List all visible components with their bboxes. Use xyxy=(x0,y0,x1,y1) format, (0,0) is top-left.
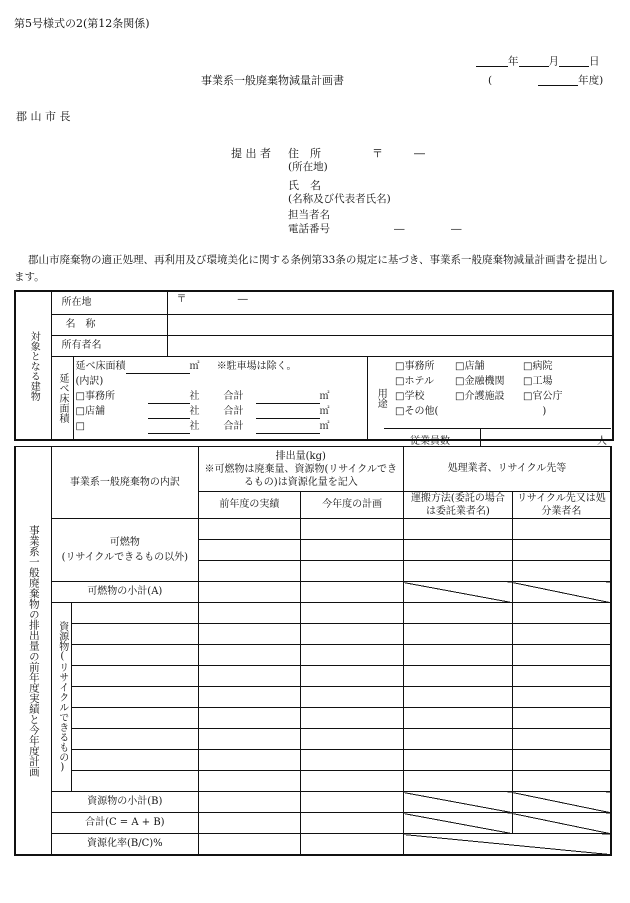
resource-this-cell[interactable] xyxy=(301,771,404,792)
resource-this-cell[interactable] xyxy=(301,708,404,729)
diagonal-cell xyxy=(403,813,512,834)
resource-item-cell[interactable] xyxy=(72,645,198,666)
resource-recycler-cell[interactable] xyxy=(512,624,611,645)
form-number: 第5号様式の2(第12条関係) xyxy=(14,17,150,30)
location-field[interactable] xyxy=(167,291,613,315)
combustible-subtotal-prev[interactable] xyxy=(198,582,301,603)
use-school[interactable]: □学校 xyxy=(395,391,425,402)
combustible-transport-cell[interactable] xyxy=(403,519,512,540)
resource-prev-cell[interactable] xyxy=(198,624,301,645)
waste-breakdown-header: 事業系一般廃棄物の内訳 xyxy=(52,447,198,519)
document-title: 事業系一般廃棄物減量計画書 xyxy=(201,74,344,87)
submitter-name-label: 氏 名 xyxy=(288,179,321,192)
diagonal-cell xyxy=(512,792,611,813)
combustible-title: 可燃物 xyxy=(109,537,140,548)
breakdown-count-input[interactable] xyxy=(148,393,190,404)
breakdown-unit: ㎡ xyxy=(319,391,330,402)
diagonal-cell xyxy=(403,792,512,813)
total-prev[interactable] xyxy=(198,813,301,834)
floor-area-label: 延べ床面積 xyxy=(75,361,126,372)
breakdown-sha: 社 xyxy=(189,421,200,432)
date-month-label: 月 xyxy=(548,55,559,68)
this-year-header: 今年度の計画 xyxy=(301,492,404,519)
resource-prev-cell[interactable] xyxy=(198,687,301,708)
location-postal-dash: ― xyxy=(237,294,248,305)
addressee: 郡 山 市 長 xyxy=(16,110,71,123)
resource-subtotal-prev[interactable] xyxy=(198,792,301,813)
resource-transport-cell[interactable] xyxy=(403,729,512,750)
date-day-label: 日 xyxy=(589,55,600,68)
resource-transport-cell[interactable] xyxy=(403,624,512,645)
use-hospital[interactable]: □病院 xyxy=(523,361,553,372)
submitter-postal-dash: ― xyxy=(414,147,425,160)
resource-item-cell[interactable] xyxy=(72,687,198,708)
resource-item-cell[interactable] xyxy=(72,666,198,687)
breakdown-total: 合計 xyxy=(223,421,244,432)
resource-transport-cell[interactable] xyxy=(403,708,512,729)
combustible-prev-cell[interactable] xyxy=(198,519,301,540)
fiscal-close: 年度) xyxy=(578,74,604,87)
resource-item-cell[interactable] xyxy=(72,603,198,624)
resource-this-cell[interactable] xyxy=(301,687,404,708)
building-section-label: 対象となる建物 xyxy=(15,291,51,440)
floor-area-vert-label: 延べ床面積 xyxy=(51,357,73,441)
resource-recycler-cell[interactable] xyxy=(512,729,611,750)
diagonal-cell xyxy=(512,813,611,834)
resource-item-cell[interactable] xyxy=(72,708,198,729)
use-other-close: ) xyxy=(542,406,547,417)
resource-this-cell[interactable] xyxy=(301,750,404,771)
diagonal-cell xyxy=(512,582,611,603)
resource-this-cell[interactable] xyxy=(301,645,404,666)
date-year-label: 年 xyxy=(508,55,519,68)
resource-subtotal-label: 資源物の小計(B) xyxy=(52,792,198,813)
employees-label: 従業員数 xyxy=(410,436,450,447)
combustible-this-cell[interactable] xyxy=(301,519,404,540)
location-postal-mark: 〒 xyxy=(176,294,187,305)
resource-recycler-cell[interactable] xyxy=(512,708,611,729)
resource-prev-cell[interactable] xyxy=(198,771,301,792)
use-care[interactable]: □介護施設 xyxy=(455,391,505,402)
breakdown-count-input[interactable] xyxy=(148,408,190,419)
submitter-address-sub: (所在地) xyxy=(288,161,328,173)
resource-transport-cell[interactable] xyxy=(403,687,512,708)
breakdown-count-input[interactable] xyxy=(148,423,190,434)
date-line xyxy=(476,56,600,67)
breakdown-unit: ㎡ xyxy=(319,421,330,432)
submitter-phone-dash-1: ― xyxy=(394,223,405,235)
resource-this-cell[interactable] xyxy=(301,666,404,687)
combustible-prev-cell[interactable] xyxy=(198,561,301,582)
emission-header-title: 排出量(kg) xyxy=(275,450,326,462)
submitter-label: 提 出 者 xyxy=(231,147,271,160)
resource-prev-cell[interactable] xyxy=(198,645,301,666)
use-label: 用途 xyxy=(367,357,393,441)
submitter-name-sub: (名称及び代表者氏名) xyxy=(288,193,391,205)
processor-header: 処理業者、リサイクル先等 xyxy=(403,447,611,492)
resource-prev-cell[interactable] xyxy=(198,603,301,624)
total-label: 合計(C = A + B) xyxy=(52,813,198,834)
fiscal-open: ( xyxy=(488,74,493,87)
building-name-field[interactable] xyxy=(167,315,613,336)
prev-year-header: 前年度の実績 xyxy=(198,492,301,519)
breakdown-area-input[interactable] xyxy=(256,423,320,434)
floor-area-block xyxy=(73,357,367,441)
combustible-this-cell[interactable] xyxy=(301,561,404,582)
submitter-phone-dash-2: ― xyxy=(451,223,462,235)
resource-prev-cell[interactable] xyxy=(198,666,301,687)
resource-item-cell[interactable] xyxy=(72,729,198,750)
total-this[interactable] xyxy=(301,813,404,834)
combustible-recycler-cell[interactable] xyxy=(512,540,611,561)
combustible-recycler-cell[interactable] xyxy=(512,561,611,582)
combustible-subtotal-this[interactable] xyxy=(301,582,404,603)
resource-prev-cell[interactable] xyxy=(198,729,301,750)
combustible-recycler-cell[interactable] xyxy=(512,519,611,540)
emission-header-note: ※可燃物は廃棄量、資源物(リサイクルできるもの)は資源化量を記入 xyxy=(204,463,398,488)
resource-this-cell[interactable] xyxy=(301,729,404,750)
breakdown-check-other[interactable]: □ xyxy=(75,421,85,432)
use-government[interactable]: □官公庁 xyxy=(523,391,563,402)
breakdown-area-input[interactable] xyxy=(256,393,320,404)
combustible-subtotal-label: 可燃物の小計(A) xyxy=(52,582,198,603)
breakdown-row xyxy=(76,419,365,434)
floor-area-unit: ㎡ xyxy=(189,361,200,372)
resource-item-cell[interactable] xyxy=(72,624,198,645)
resource-recycler-cell[interactable] xyxy=(512,603,611,624)
parking-note: ※駐車場は除く。 xyxy=(216,361,297,372)
fiscal-year-line xyxy=(488,75,603,86)
emission-header xyxy=(198,447,403,492)
resource-item-cell[interactable] xyxy=(72,771,198,792)
building-name-label: 名 称 xyxy=(51,315,167,336)
use-bank[interactable]: □金融機関 xyxy=(455,376,505,387)
resource-subtotal-this[interactable] xyxy=(301,792,404,813)
combustible-label xyxy=(52,519,198,582)
resource-transport-cell[interactable] xyxy=(403,750,512,771)
use-store[interactable]: □店舗 xyxy=(455,361,485,372)
location-label: 所在地 xyxy=(51,291,167,315)
resource-transport-cell[interactable] xyxy=(403,603,512,624)
owner-field[interactable] xyxy=(167,336,613,357)
combustible-this-cell[interactable] xyxy=(301,540,404,561)
combustible-transport-cell[interactable] xyxy=(403,540,512,561)
resource-transport-cell[interactable] xyxy=(403,771,512,792)
waste-section-label: 事業系一般廃棄物の排出量の前年度実績と今年度計画 xyxy=(15,447,52,856)
resource-this-cell[interactable] xyxy=(301,603,404,624)
submitter-person-label: 担当者名 xyxy=(288,209,330,221)
breakdown-check-store[interactable]: □店舗 xyxy=(75,406,105,417)
diagonal-cell xyxy=(403,834,611,856)
resource-recycler-cell[interactable] xyxy=(512,750,611,771)
breakdown-sha: 社 xyxy=(189,406,200,417)
combustible-transport-cell[interactable] xyxy=(403,561,512,582)
submitter-address-label: 住 所 xyxy=(288,147,321,160)
body-text: 郡山市廃棄物の適正処理、再利用及び環境美化に関する条例第33条の規定に基づき、事業系一般廃棄物減量計画書を提出します。 xyxy=(14,254,608,283)
resource-vert-label: 資源物(リサイクルできるもの) xyxy=(52,603,72,792)
recycle-rate-prev[interactable] xyxy=(198,834,301,856)
owner-label: 所有者名 xyxy=(51,336,167,357)
use-hotel[interactable]: □ホテル xyxy=(395,376,434,387)
resource-recycler-cell[interactable] xyxy=(512,687,611,708)
breakdown-total: 合計 xyxy=(223,391,244,402)
recycle-rate-label: 資源化率(B/C)% xyxy=(52,834,198,856)
breakdown-label: (内訳) xyxy=(75,376,104,387)
breakdown-sha: 社 xyxy=(189,391,200,402)
use-office[interactable]: □事務所 xyxy=(395,361,435,372)
breakdown-row xyxy=(76,404,365,419)
resource-item-cell[interactable] xyxy=(72,750,198,771)
diagonal-cell xyxy=(403,582,512,603)
employees-unit: 人 xyxy=(597,436,607,447)
building-table xyxy=(14,290,614,441)
use-other[interactable]: □その他( xyxy=(395,406,439,417)
resource-recycler-cell[interactable] xyxy=(512,771,611,792)
employees-row xyxy=(384,428,611,447)
transport-header: 運搬方法(委託の場合は委託業者名) xyxy=(403,492,512,519)
breakdown-total: 合計 xyxy=(223,406,244,417)
breakdown-area-input[interactable] xyxy=(256,408,320,419)
resource-transport-cell[interactable] xyxy=(403,645,512,666)
resource-transport-cell[interactable] xyxy=(403,666,512,687)
resource-recycler-cell[interactable] xyxy=(512,666,611,687)
recycle-rate-this[interactable] xyxy=(301,834,404,856)
floor-area-input[interactable] xyxy=(126,363,190,374)
combustible-prev-cell[interactable] xyxy=(198,540,301,561)
use-factory[interactable]: □工場 xyxy=(523,376,553,387)
resource-recycler-cell[interactable] xyxy=(512,645,611,666)
resource-prev-cell[interactable] xyxy=(198,708,301,729)
breakdown-unit: ㎡ xyxy=(319,406,330,417)
resource-this-cell[interactable] xyxy=(301,624,404,645)
recycler-header: リサイクル先又は処分業者名 xyxy=(512,492,611,519)
breakdown-check-office[interactable]: □事務所 xyxy=(75,391,115,402)
submitter-postal-mark: 〒 xyxy=(372,147,383,160)
breakdown-row xyxy=(76,389,365,404)
combustible-sub: (リサイクルできるもの以外) xyxy=(61,552,189,563)
resource-prev-cell[interactable] xyxy=(198,750,301,771)
submitter-phone-label: 電話番号 xyxy=(288,223,330,235)
waste-table xyxy=(14,446,612,856)
